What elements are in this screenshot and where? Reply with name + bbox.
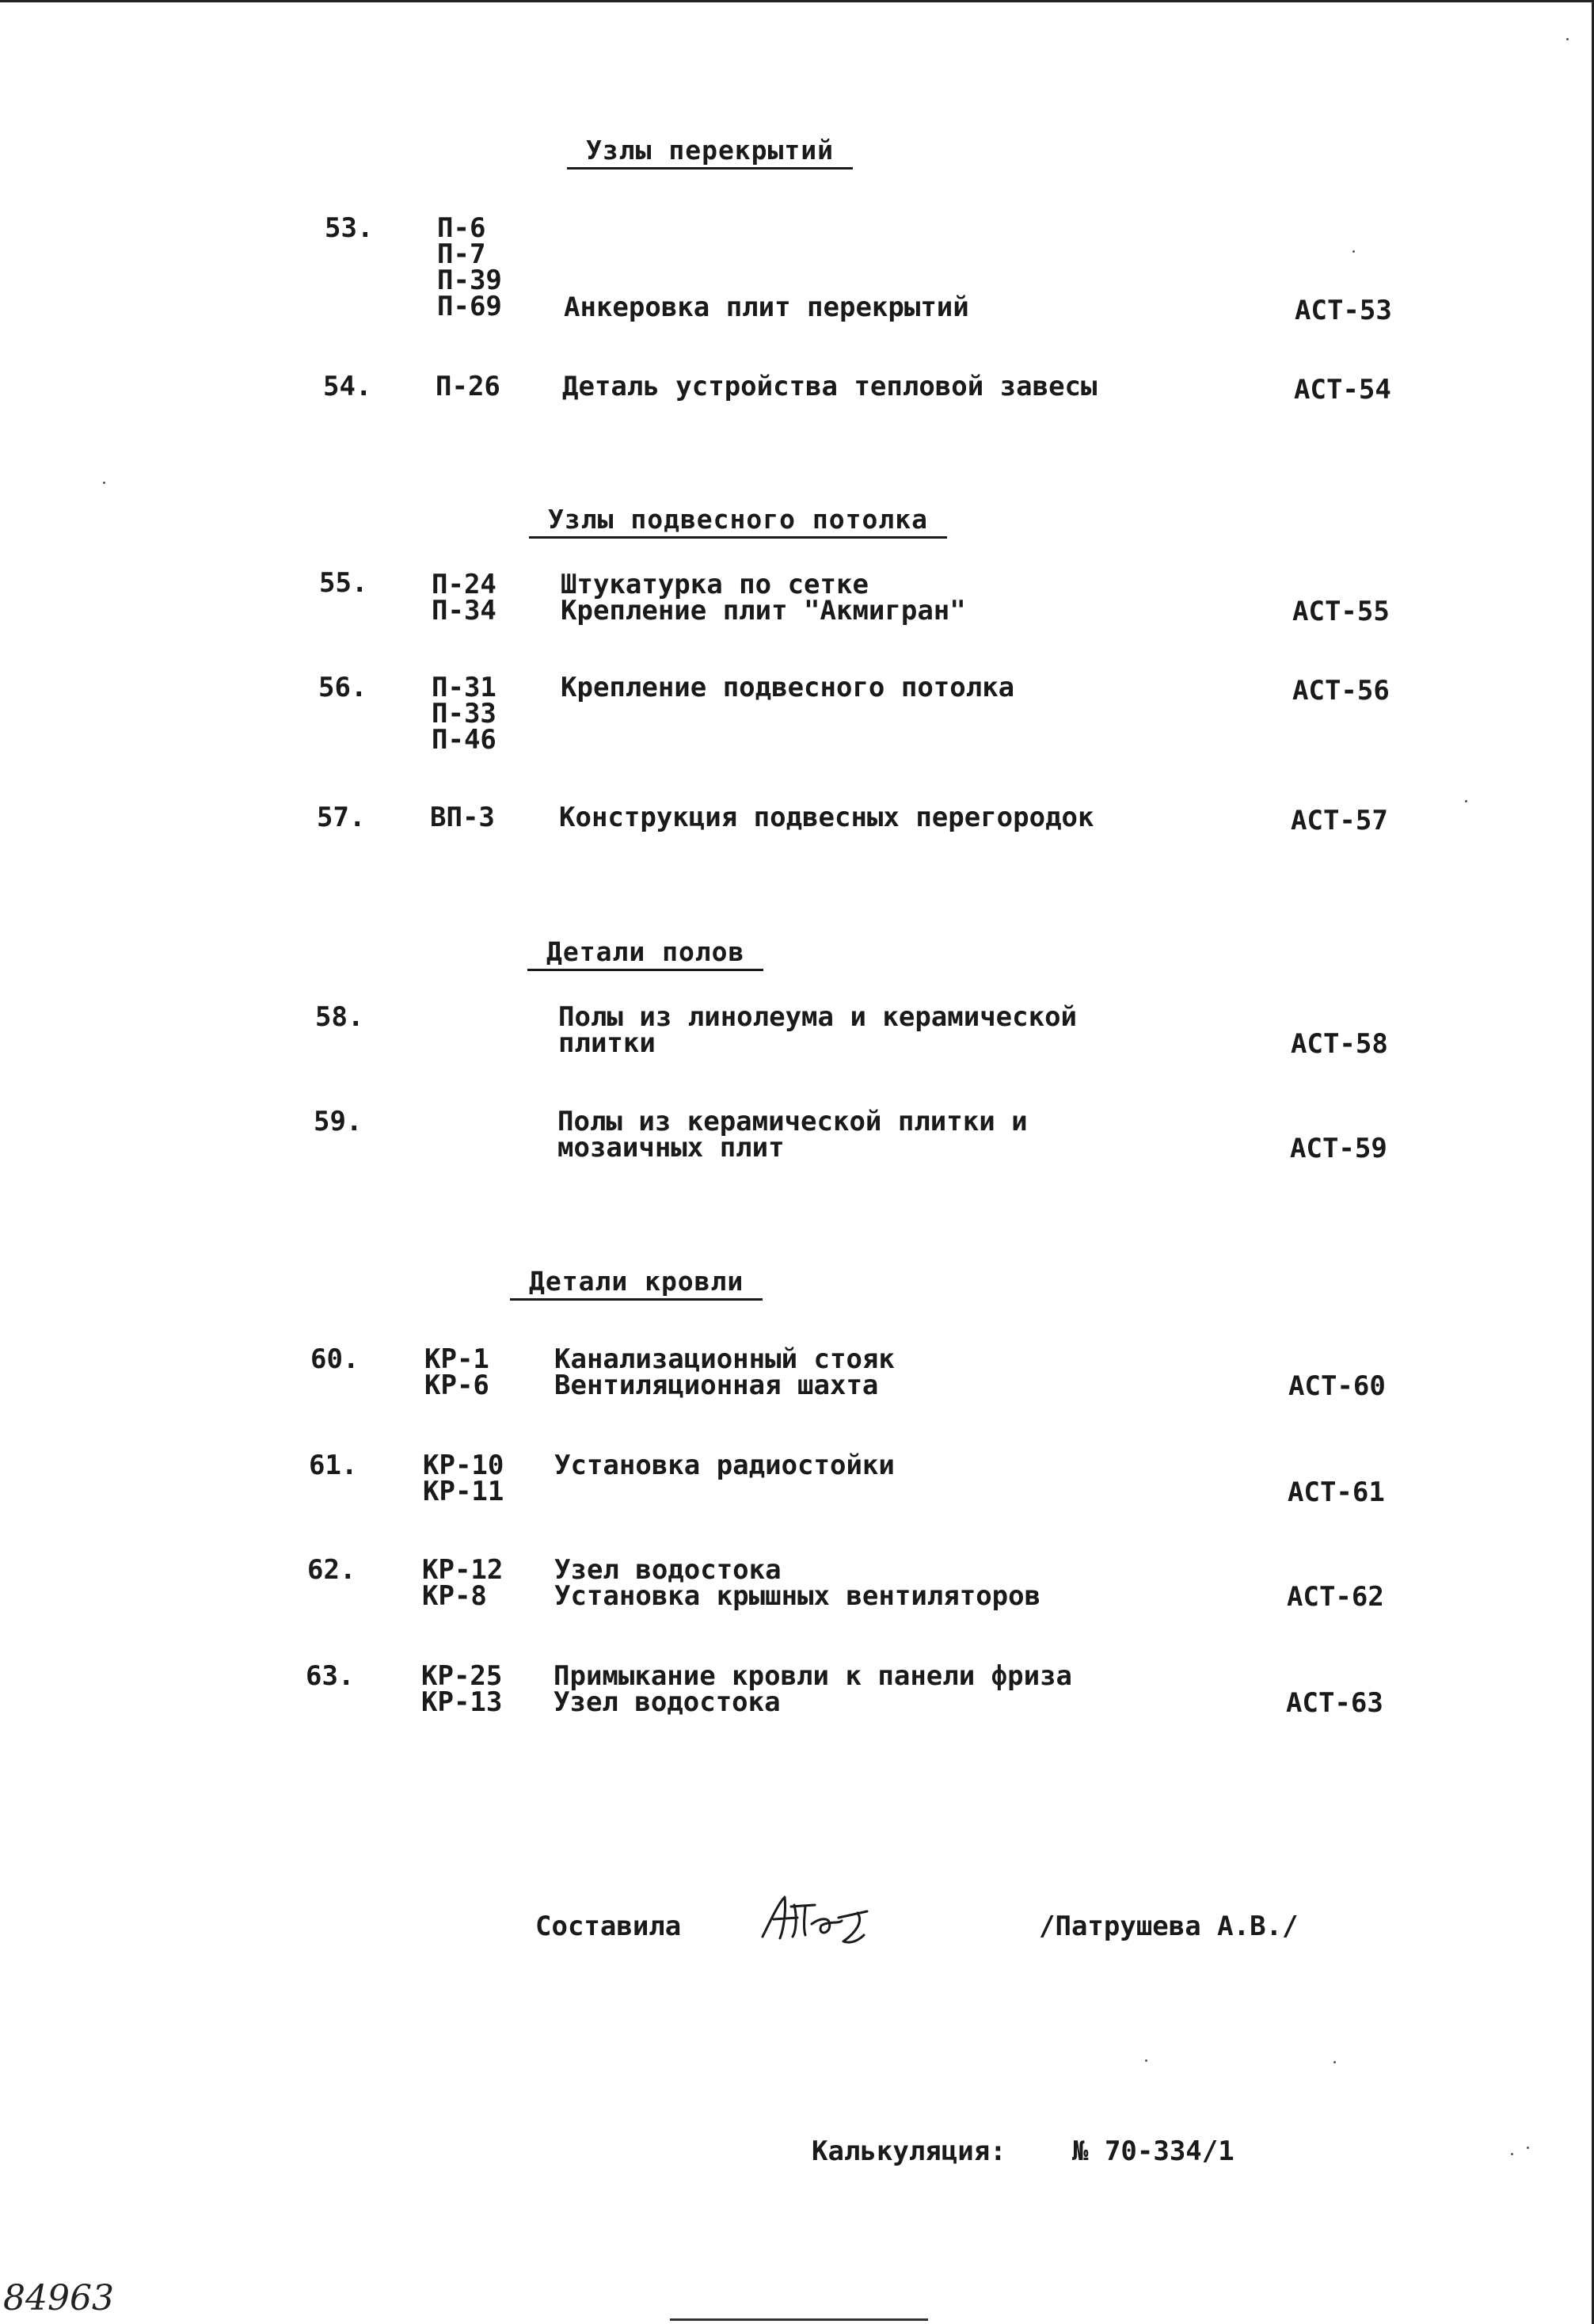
entry-number: 56. <box>318 672 367 703</box>
entry-reference: АСТ-63 <box>1286 1687 1383 1719</box>
section-title-roof-details: Детали кровли <box>510 1266 763 1301</box>
entry-codes <box>424 1343 535 1401</box>
entry-code: КР-10 <box>423 1450 504 1481</box>
entry-description <box>554 1554 1124 1612</box>
entry-description-line: мозаичных плит <box>557 1132 785 1164</box>
scan-speck <box>1465 800 1467 802</box>
entry-reference: АСТ-55 <box>1292 596 1390 627</box>
entry-number: 63. <box>306 1660 355 1692</box>
entry-codes <box>423 1450 534 1507</box>
entry-description <box>564 291 1134 323</box>
compiler-name: /Патрушева А.В./ <box>1039 1911 1299 1942</box>
entry-reference: АСТ-58 <box>1291 1028 1388 1060</box>
entry-reference: АСТ-57 <box>1291 805 1388 836</box>
entry-code: КР-1 <box>424 1343 489 1375</box>
section-title-suspended-ceiling-nodes: Узлы подвесного потолка <box>529 504 947 539</box>
entry-reference: АСТ-53 <box>1295 295 1392 326</box>
entry-description-line: Деталь устройства тепловой завесы <box>562 371 1098 402</box>
entry-code: КР-25 <box>421 1660 503 1692</box>
scan-speck <box>1511 2153 1513 2155</box>
entry-description <box>561 672 1131 703</box>
entry-description <box>559 802 1129 833</box>
entry-code: П-39 <box>437 265 502 296</box>
entry-reference: АСТ-62 <box>1287 1581 1384 1613</box>
entry-code: КР-11 <box>423 1476 504 1507</box>
entry-number: 59. <box>314 1106 363 1137</box>
section-title-floor-details: Детали полов <box>527 936 763 971</box>
archive-number: 84963 <box>3 2278 114 2318</box>
calculation-number: № 70-334/1 <box>1072 2135 1234 2167</box>
entry-code: П-26 <box>436 371 500 402</box>
entry-code: П-69 <box>437 291 502 322</box>
entry-description <box>554 1343 1124 1401</box>
entry-description-line: Канализационный стояк <box>554 1343 895 1375</box>
entry-description-line: Установка крышных вентиляторов <box>554 1580 1041 1612</box>
entry-description-line: Полы из керамической плитки и <box>557 1106 1028 1137</box>
entry-reference: АСТ-59 <box>1290 1133 1387 1164</box>
entry-description-line: Установка радиостойки <box>554 1450 895 1481</box>
entry-code: П-6 <box>437 212 486 244</box>
entry-description-line: Полы из линолеума и керамической <box>558 1001 1078 1033</box>
entry-codes <box>421 1660 532 1718</box>
entry-code: КР-12 <box>422 1554 504 1586</box>
entry-codes <box>430 802 541 833</box>
entry-description <box>561 569 1131 627</box>
entry-description-line: Примыкание кровли к панели фриза <box>554 1660 1073 1692</box>
entry-reference: АСТ-61 <box>1288 1476 1385 1508</box>
entry-description-line: плитки <box>558 1027 656 1059</box>
entry-code: КР-6 <box>424 1370 489 1401</box>
entry-code: П-31 <box>432 672 496 703</box>
entry-number: 53. <box>325 212 374 244</box>
entry-reference: АСТ-56 <box>1292 675 1390 707</box>
scan-speck <box>1333 2061 1336 2063</box>
entry-reference: АСТ-60 <box>1288 1370 1386 1402</box>
entry-number: 55. <box>319 567 368 599</box>
scan-speck <box>1145 2059 1147 2062</box>
entry-code: П-7 <box>437 238 486 270</box>
calculation-label: Калькуляция: <box>812 2135 1006 2167</box>
entry-description <box>554 1660 1124 1718</box>
entry-codes <box>432 672 542 756</box>
entry-description-line: Узел водостока <box>554 1686 781 1718</box>
entry-number: 57. <box>317 802 366 833</box>
entry-code: КР-8 <box>422 1580 487 1612</box>
entry-reference: АСТ-54 <box>1294 374 1391 406</box>
entry-codes <box>422 1554 533 1612</box>
entry-description-line: Вентиляционная шахта <box>554 1370 879 1401</box>
entry-code: П-34 <box>432 595 496 627</box>
entry-number: 54. <box>323 371 372 402</box>
entry-code: КР-13 <box>421 1686 503 1718</box>
handwritten-signature <box>756 1889 915 1953</box>
entry-code: П-46 <box>432 724 496 756</box>
entry-description-line: Узел водостока <box>554 1554 782 1586</box>
entry-description-line: Конструкция подвесных перегородок <box>559 802 1094 833</box>
scan-speck <box>1566 38 1569 40</box>
entry-description-line: Крепление подвесного потолка <box>561 672 1015 703</box>
entry-code: ВП-3 <box>430 802 495 833</box>
entry-description <box>554 1450 1124 1481</box>
entry-number: 62. <box>307 1554 356 1586</box>
entry-number: 60. <box>310 1343 360 1375</box>
entry-codes <box>436 371 546 402</box>
entry-number: 61. <box>309 1450 358 1481</box>
entry-description-line: Штукатурка по сетке <box>561 569 869 600</box>
scan-speck <box>103 482 105 484</box>
entry-description-line: Анкеровка плит перекрытий <box>564 291 969 323</box>
scan-speck <box>1352 250 1355 253</box>
compiled-by-label: Составила <box>535 1911 682 1942</box>
section-title-floor-slab-nodes: Узлы перекрытий <box>567 135 853 170</box>
scan-speck <box>1527 2147 1529 2149</box>
entry-code: П-33 <box>432 698 496 730</box>
entry-description <box>557 1106 1128 1164</box>
entry-description <box>558 1001 1128 1059</box>
entry-number: 58. <box>315 1001 364 1033</box>
entry-codes <box>432 569 542 627</box>
entry-description <box>562 371 1132 402</box>
bottom-line <box>670 2318 928 2321</box>
entry-codes <box>437 212 548 322</box>
entry-code: П-24 <box>432 569 496 600</box>
entry-description-line: Крепление плит "Акмигран" <box>561 595 966 627</box>
